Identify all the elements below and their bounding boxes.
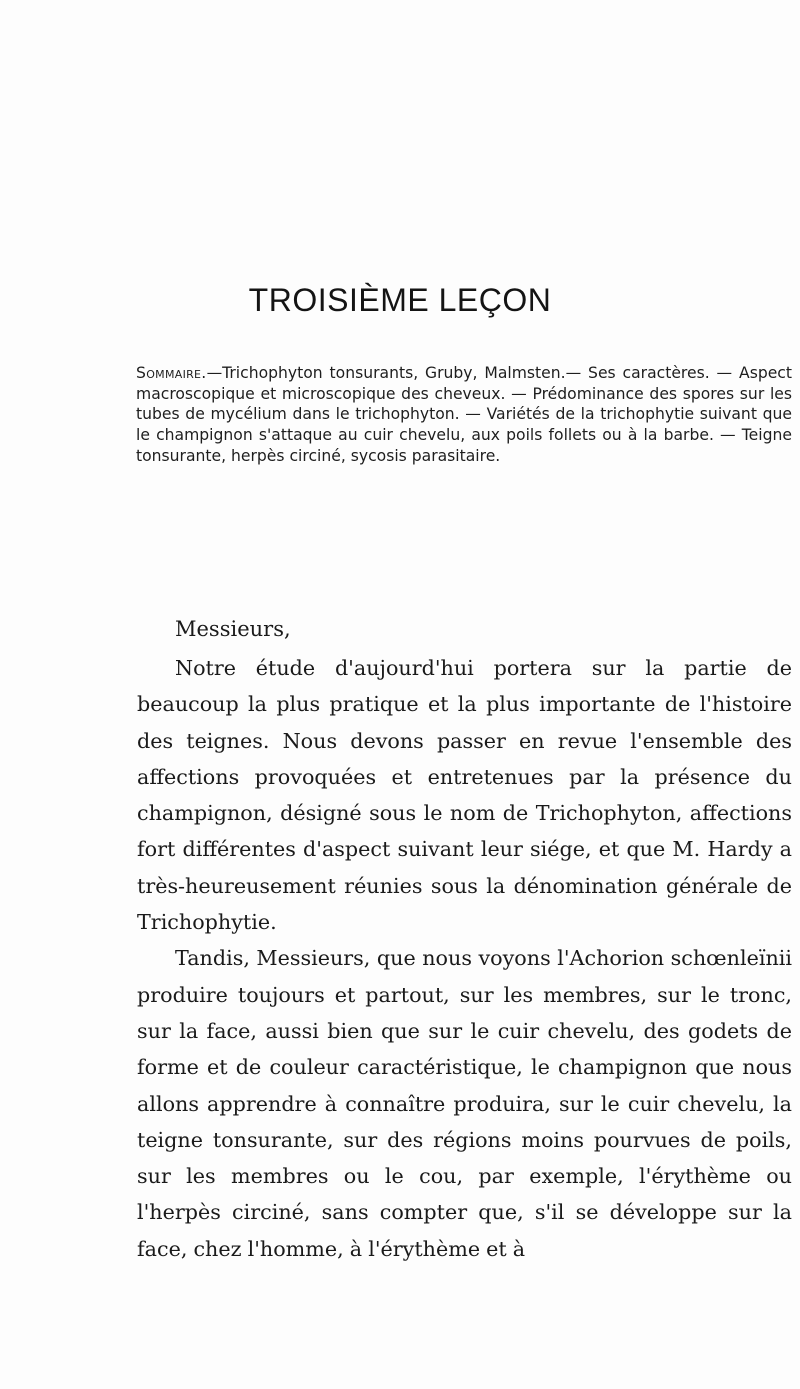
paragraph-1: Notre étude d'aujourd'hui portera sur la partie de beaucoup la plus pratique et la plus importante de l'histoire des teignes. Nous devons passer en revue l'ensemble des affections provoquées et entretenues par la présence du champignon, désigné sous le nom de Trichophyton, affections fort différentes d'aspect suivant leur siége, et que M. Hardy a très-heureusement réunies sous la dénomination générale de Trichophytie. [137, 656, 792, 935]
paragraph-2: Tandis, Messieurs, que nous voyons l'Achorion schœnleïnii produire toujours et partout, sur les membres, sur le tronc, sur la face, aussi bien que sur le cuir chevelu, des godets de forme et de couleur caractéristique, le champignon que nous allons apprendre à connaître produira, sur le cuir chevelu, la teigne tonsurante, sur des régions moins pourvues de poils, sur les membres ou le cou, par exemple, l'érythème ou l'herpès circiné, sans compter que, s'il se développe sur la face, chez l'homme, à l'érythème et à [137, 946, 792, 1261]
summary-block [136, 363, 792, 467]
lesson-title: TROISIÈME LEÇON [248, 282, 552, 318]
salutation: Messieurs, [175, 617, 291, 641]
summary-text: —Trichophyton tonsurants, Gruby, Malmsten.— Ses caractères. — Aspect macroscopique et microscopique des cheveux. — Prédominance des spores sur les tubes de mycélium dans le trichophyton. — Variétés de la trichophytie suivant que le champignon s'attaque au cuir chevelu, aux poils follets ou à la barbe. — Teigne tonsurante, herpès circiné, sycosis parasitaire. [136, 364, 792, 465]
body-text [137, 650, 792, 1267]
summary-label: Sommaire. [136, 364, 207, 382]
